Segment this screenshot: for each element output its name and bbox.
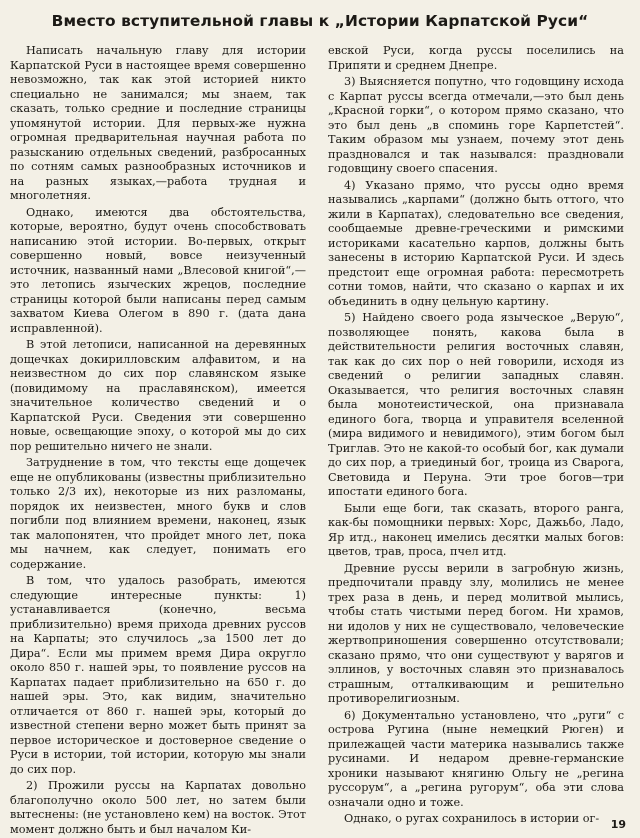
paragraph: В том, что удалось разобрать, имеются следующие интересные пункты: 1) устанавливается (конечно, весьма приблизительно) время прихода древних руссов на Карпаты; это случилось „за 1500 лет до Дира“. Если мы примем время Дира округло около 850 г. нашей эры, то появление руссов на Карпатах падает приблизительно на 650 г. до нашей эры. Это, как видим, значительно отличается от 860 г. нашей эры, который до известной степени верно может быть принят за первое историческое и достоверное сведение о Руси в истории, той истории, которую мы знали до сих пор. — [10, 574, 306, 776]
paragraph: 4) Указано прямо, что руссы одно время назывались „карпами“ (должно быть оттого, что жили в Карпатах), следовательно все сведения, сообщаемые древне-греческими и римскими историками касательно карпов, должны быть занесены в историю Карпатской Руси. И здесь предстоит еще огромная работа: пересмотреть сотни томов, найти, что сказано о карпах и их объединить в одну цельную картину. — [328, 178, 624, 308]
paragraph: 2) Прожили руссы на Карпатах довольно благополучно около 500 лет, но затем были вытеснены: (не установлено кем) на восток. Этот момент должно быть и был началом Ки- — [10, 779, 306, 836]
right-column — [328, 44, 624, 825]
paragraph: Однако, о ругах сохранилось в истории ог- — [344, 812, 600, 825]
paragraph: Затруднение в том, что тексты еще дощечек еще не опубликованы (известны приблизительно только 2/3 их), некоторые из них разломаны, порядок их неизвестен, много букв и слов погибли под влиянием времени, наконец, язык так малопонятен, что пройдет много лет, пока мы начнем, как следует, понимать его содержание. — [10, 456, 306, 571]
paragraph: В этой летописи, написанной на деревянных дощечках докирилловским алфавитом, и на неизвестном до сих пор славянском языке (повидимому на праславянском), имеется значительное количество сведений и о Карпатской Руси. Сведения эти совершенно новые, освещающие эпоху, о которой мы до сих пор решительно ничего не знали. — [10, 338, 306, 453]
paragraph: 6) Документально установлено, что „руги“ с острова Ругина (ныне немецкий Рюген) и прилежащей части материка назывались также русинами. И недаром древне-германские хроники называют княгиню Ольгу не „регина руссорум“, а „регина ругорум“, оба эти слова означали одно и тоже. — [328, 708, 624, 809]
article-title: Вместо вступительной главы к „Истории Карпатской Руси“ — [51, 12, 589, 30]
page-number: 19 — [610, 818, 626, 831]
paragraph: Написать начальную главу для истории Карпатской Руси в настоящее время совершенно невозможно, так как этой историей никто специально не занимался; мы знаем, так сказать, только средние и последние страницы упомянутой истории. Для первых-же нужна огромная предварительная научная работа по разысканию отдельных сведений, разбросанных по сотням самых разнообразных источников и на разных языках,—работа трудная и многолетняя. — [10, 44, 306, 202]
paragraph: евской Руси, когда руссы поселились на Припяти и среднем Днепре. — [328, 44, 624, 72]
left-column — [10, 44, 306, 836]
paragraph: 3) Выясняется попутно, что годовщину исхода с Карпат руссы всегда отмечали,—это был день „Красной горки“, о котором прямо сказано, что это был день „в споминь горе Карпетстей“. Таким образом мы узнаем, почему этот день праздновался и так назывался: праздновали годовщину своего спасения. — [328, 75, 624, 175]
paragraph: 5) Найдено своего рода языческое „Верую“, позволяющее понять, какова была в действительности религия восточных славян, так как до сих пор о ней говорили, исходя из сведений о религии западных славян. Оказывается, что религия восточных славян была монотеистической, она признавала единого бога, творца и управителя вселенной (мира видимого и невидимого), этим богом был Триглав. Это не какой-то особый бог, как думали до сих пор, а триединый бог, троица из Сварога, Световида и Перуна. Эти трое богов—три ипостати единого бога. — [328, 311, 624, 498]
paragraph: Были еще боги, так сказать, второго ранга, как-бы помощники первых: Хорс, Дажьбо, Ладо, Яр итд., наконец имелись десятки малых богов: цветов, трав, проса, пчел итд. — [328, 501, 624, 558]
paragraph: Однако, имеются два обстоятельства, которые, вероятно, будут очень способствовать написанию этой истории. Во-первых, открыт совершенно новый, вовсе неизученный источник, названный нами „Влесовой книгой“,—это летопись языческих жрецов, последние страницы которой были написаны перед самым захватом Киева Олегом в 890 г. (дата дана исправленной). — [10, 205, 306, 335]
paragraph: Древние руссы верили в загробную жизнь, предпочитали правду злу, молились не менее трех раза в день, и перед молитвой мылись, чтобы стать чистыми перед богом. Ни храмов, ни идолов у них не существовало, человеческие жертвоприношения совершенно отсутствовали; сказано прямо, что они существуют у варягов и эллинов, у восточных славян это признавалось страшным, отталкивающим и решительно противорелигиозным. — [328, 561, 624, 705]
